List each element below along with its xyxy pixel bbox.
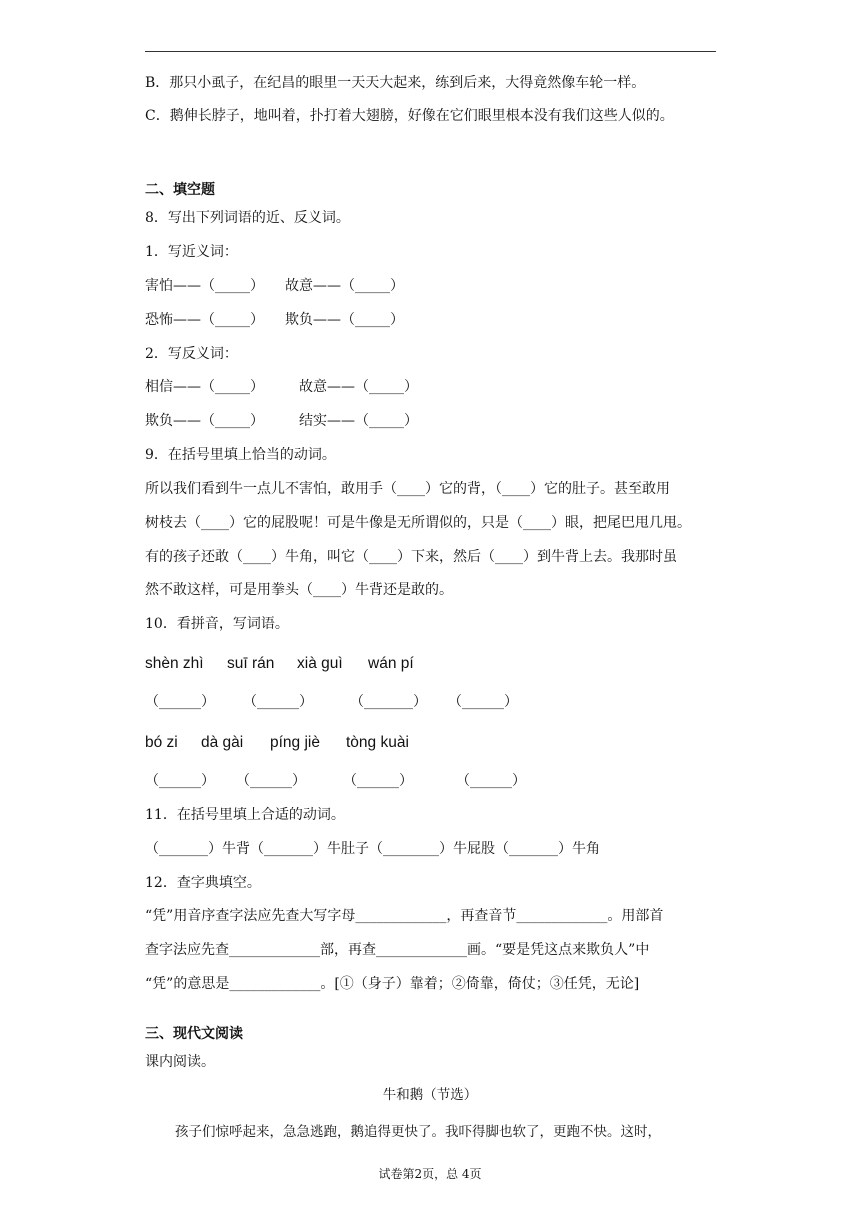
option-b: B．那只小虱子，在纪昌的眼里一天天大起来，练到后来，大得竟然像车轮一样。 (145, 75, 646, 91)
q8-antonym-label: 2．写反义词： (145, 346, 238, 362)
question-12-stem: 12．查字典填空。 (145, 875, 261, 891)
q9-passage-line: 所以我们看到牛一点儿不害怕，敢用手（____）它的背，（____）它的肚子。甚至敢用 (145, 481, 670, 497)
q8-antonym-row: 欺负——（_____） 结实——（_____） (145, 413, 418, 429)
q11-blanks-line: （_______）牛背（_______）牛肚子（________）牛屁股（_______）牛角 (145, 841, 600, 857)
q8-synonym-label: 1．写近义词： (145, 244, 238, 260)
reading-intro: 课内阅读。 (145, 1054, 215, 1070)
pinyin: shèn zhì (145, 655, 204, 672)
q8-antonym-row: 相信——（_____） 故意——（_____） (145, 379, 418, 395)
passage-line: 孩子们惊呼起来，急急逃跑，鹅追得更快了。我吓得脚也软了，更跑不快。这时， (175, 1124, 661, 1140)
q8-synonym-row: 害怕——（_____） 故意——（_____） (145, 278, 404, 294)
section-heading-reading: 三、现代文阅读 (145, 1026, 243, 1042)
header-rule (145, 51, 716, 52)
q12-line: “凭”的意思是_____________。[①（身子）靠着；②倚靠，倚仗；③任凭，无论] (145, 976, 640, 992)
pinyin: tòng kuài (346, 734, 409, 751)
q12-line: “凭”用音序查字法应先查大写字母_____________，再查音节_____________。用部首 (145, 908, 664, 924)
question-10-stem: 10．看拼音，写词语。 (145, 616, 289, 632)
pinyin: bó zi (145, 734, 178, 751)
page-footer: 试卷第2页，总 4页 (378, 1167, 482, 1181)
pinyin: dà gài (201, 734, 244, 751)
answer-blank: （______） (243, 694, 313, 710)
answer-blank: （______） (343, 773, 413, 789)
pinyin: wán pí (368, 655, 414, 672)
q9-passage-line: 有的孩子还敢（____）牛角，叫它（____）下来，然后（____）到牛背上去。我那时虽 (145, 549, 677, 565)
q12-line: 查字法应先查_____________部，再查_____________画。“要是凭这点来欺负人”中 (145, 942, 650, 958)
q9-passage-line: 然不敢这样，可是用拳头（____）牛背还是敢的。 (145, 582, 453, 598)
answer-blank: （_______） (350, 694, 427, 710)
answer-blank: （______） (236, 773, 306, 789)
answer-blank: （______） (145, 773, 215, 789)
option-c: C．鹅伸长脖子，地叫着，扑打着大翅膀，好像在它们眼里根本没有我们这些人似的。 (145, 108, 674, 124)
answer-blank: （______） (456, 773, 526, 789)
q9-passage-line: 树枝去（____）它的屁股呢！可是牛像是无所谓似的，只是（____）眼，把尾巴甩几甩。 (145, 515, 691, 531)
q8-synonym-row: 恐怖——（_____） 欺负——（_____） (145, 312, 404, 328)
pinyin: xià guì (297, 655, 343, 672)
pinyin: píng jiè (270, 734, 320, 751)
section-heading-fill-blank: 二、填空题 (145, 182, 215, 198)
pinyin: suī rán (227, 655, 275, 672)
question-11-stem: 11．在括号里填上合适的动词。 (145, 807, 345, 823)
question-9-stem: 9．在括号里填上恰当的动词。 (145, 447, 336, 463)
answer-blank: （______） (145, 694, 215, 710)
passage-title: 牛和鹅（节选） (382, 1087, 478, 1103)
answer-blank: （______） (448, 694, 518, 710)
question-8-stem: 8．写出下列词语的近、反义词。 (145, 210, 350, 226)
